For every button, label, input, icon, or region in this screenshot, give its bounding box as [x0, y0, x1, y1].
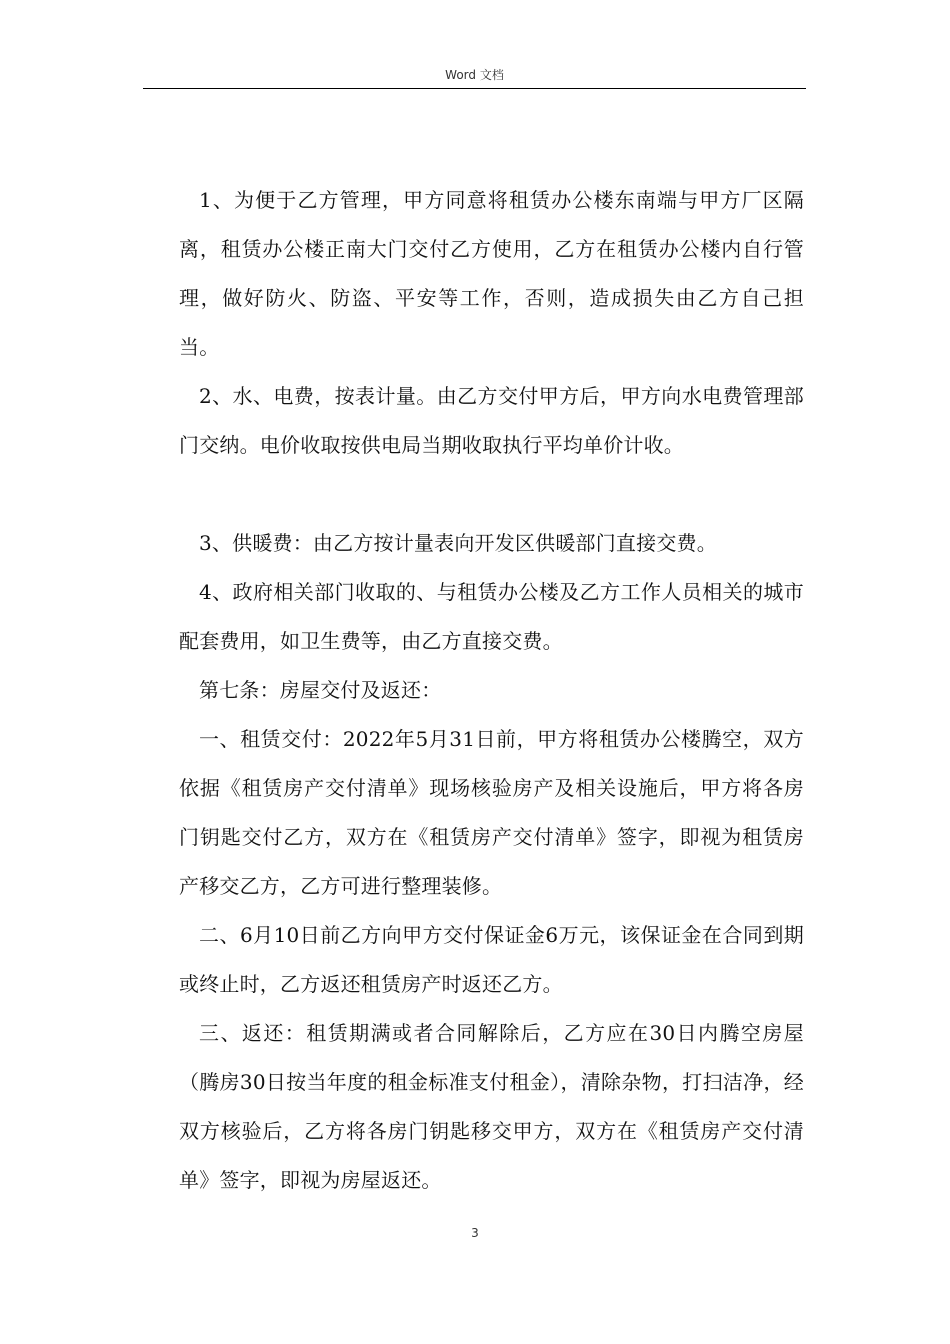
blank-line: [179, 470, 804, 519]
document-body: [179, 176, 804, 1205]
paragraph-article-7-item-2: 二、6月10日前乙方向甲方交付保证金6万元，该保证金在合同到期或终止时，乙方返还租赁房产时返还乙方。: [179, 923, 804, 996]
page-number: 3: [471, 1226, 479, 1240]
paragraph-2: 2、水、电费，按表计量。由乙方交付甲方后，甲方向水电费管理部门交纳。电价收取按供电局当期收取执行平均单价计收。: [179, 384, 804, 457]
paragraph-3: 3、供暖费：由乙方按计量表向开发区供暖部门直接交费。: [199, 531, 717, 555]
paragraph-1: 1、为便于乙方管理，甲方同意将租赁办公楼东南端与甲方厂区隔离，租赁办公楼正南大门交付乙方使用，乙方在租赁办公楼内自行管理，做好防火、防盗、平安等工作，否则，造成损失由乙方自己担当。: [179, 188, 804, 359]
paragraph-4: 4、政府相关部门收取的、与租赁办公楼及乙方工作人员相关的城市配套费用，如卫生费等，由乙方直接交费。: [179, 580, 804, 653]
paragraph-article-7-item-1: 一、租赁交付：2022年5月31日前，甲方将租赁办公楼腾空，双方依据《租赁房产交付清单》现场核验房产及相关设施后，甲方将各房门钥匙交付乙方，双方在《租赁房产交付清单》签字，即视为租赁房产移交乙方，乙方可进行整理装修。: [179, 727, 804, 898]
paragraph-article-7-item-3: 三、返还：租赁期满或者合同解除后，乙方应在30日内腾空房屋（腾房30日按当年度的租金标准支付租金），清除杂物，打扫洁净，经双方核验后，乙方将各房门钥匙移交甲方，双方在《租赁房产交付清单》签字，即视为房屋返还。: [179, 1021, 804, 1192]
page-header: Word 文档: [143, 62, 806, 89]
section-heading-article-7: 第七条：房屋交付及返还：: [199, 678, 442, 702]
